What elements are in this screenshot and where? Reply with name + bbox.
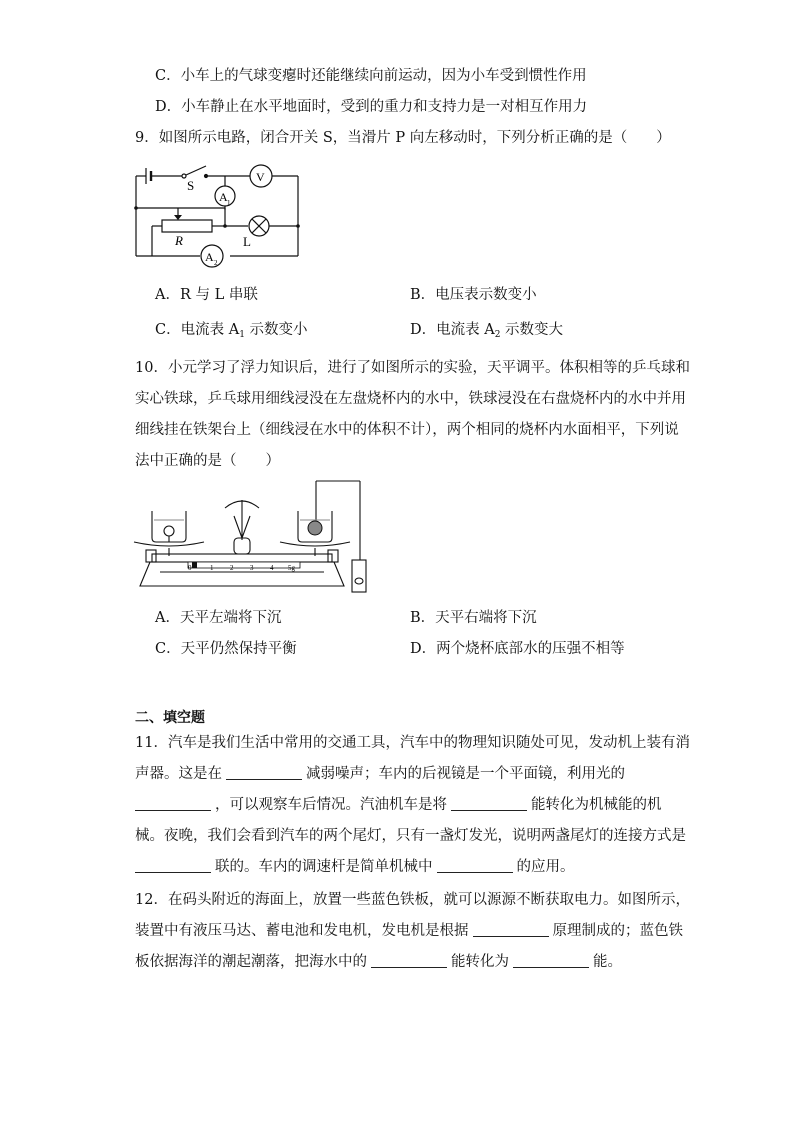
q9-stem: 9．如图所示电路，闭合开关 S，当滑片 P 向左移动时，下列分析正确的是（ ）: [135, 130, 671, 146]
q12-text: 原理制成的；蓝色铁: [552, 923, 683, 939]
q9-option-c-text: C．电流表 A: [155, 322, 240, 338]
q12-blank-3[interactable]: [513, 953, 589, 968]
q11-text: 能转化为机械能的机: [531, 797, 662, 813]
q10-stem-line-4: 法中正确的是（ ）: [135, 453, 280, 469]
q11-text: 联的。车内的调速杆是简单机械中: [215, 859, 433, 875]
q12-line-2: [135, 921, 683, 941]
q11-blank-2[interactable]: [135, 796, 211, 811]
q10-stem-line-3: 细线挂在铁架台上（细线浸在水中的体积不计），两个相同的烧杯内水面相平，下列说: [135, 422, 679, 438]
voltmeter-label: V: [256, 170, 265, 184]
q8-option-c: C．小车上的气球变瘪时还能继续向前运动，因为小车受到惯性作用: [155, 68, 587, 84]
q9-circuit-diagram: [130, 158, 305, 270]
q11-blank-5[interactable]: [437, 858, 513, 873]
scale-tick-1: 1: [210, 564, 214, 572]
q11-line-2: [135, 764, 625, 784]
scale-tick-4: 4: [270, 564, 274, 572]
rheostat-label: R: [175, 233, 183, 248]
q10-balance-diagram: [130, 478, 380, 598]
scale-tick-2: 2: [230, 564, 234, 572]
q10-option-d: D．两个烧杯底部水的压强不相等: [410, 641, 625, 657]
q11-line-4: 械。夜晚，我们会看到汽车的两个尾灯，只有一盏灯发光，说明两盏尾灯的连接方式是: [135, 828, 686, 844]
scale-tick-0: 0: [188, 564, 192, 572]
q10-option-a: A．天平左端将下沉: [155, 610, 282, 626]
ammeter-a1-sub: 1: [227, 199, 231, 207]
q11-line-1: 11．汽车是我们生活中常用的交通工具，汽车中的物理知识随处可见，发动机上装有消: [135, 735, 690, 751]
q11-text: 的应用。: [516, 859, 575, 875]
q11-blank-1[interactable]: [226, 765, 302, 780]
q12-text: 装置中有液压马达、蓄电池和发电机，发电机是根据: [135, 923, 469, 939]
q9-option-d-text: D．电流表 A: [410, 322, 495, 338]
q8-option-d: D．小车静止在水平地面时，受到的重力和支持力是一对相互作用力: [155, 99, 588, 115]
q12-line-3: [135, 952, 622, 972]
q11-blank-3[interactable]: [451, 796, 527, 811]
scale-tick-5g: 5g: [288, 564, 295, 572]
q11-blank-4[interactable]: [135, 858, 211, 873]
q10-option-b: B．天平右端将下沉: [410, 610, 537, 626]
ammeter-a2-sub: 2: [214, 259, 218, 267]
q9-option-b: B．电压表示数变小: [410, 287, 537, 303]
q9-option-c: [155, 320, 308, 345]
q10-stem-line-1: 10．小元学习了浮力知识后，进行了如图所示的实验，天平调平。体积相等的乒乓球和: [135, 360, 690, 376]
q12-text: 能转化为: [451, 954, 509, 970]
q12-blank-1[interactable]: [473, 922, 549, 937]
q12-line-1: 12．在码头附近的海面上，放置一些蓝色铁板，就可以源源不断获取电力。如图所示，: [135, 892, 690, 908]
q11-text: ，可以观察车后情况。汽油机车是将: [215, 797, 447, 813]
q11-text: 声器。这是在: [135, 766, 222, 782]
ammeter-a2-label: A: [205, 250, 214, 264]
q9-option-a: A．R 与 L 串联: [155, 287, 258, 303]
section-title: 二、填空题: [135, 710, 205, 726]
lamp-label: L: [243, 234, 251, 249]
q9-option-d: [410, 320, 563, 345]
ammeter-a1-label: A: [219, 190, 228, 204]
q9-option-d-sub: 2: [494, 330, 501, 340]
q9-option-c-sub: 1: [239, 330, 245, 340]
switch-label: S: [187, 178, 195, 193]
q9-option-c-tail: 示数变小: [244, 322, 308, 338]
q10-option-c: C．天平仍然保持平衡: [155, 641, 297, 657]
q12-blank-2[interactable]: [371, 953, 447, 968]
q11-line-3: [135, 795, 662, 815]
q12-text: 能。: [593, 954, 622, 970]
q11-text: 减弱噪声；车内的后视镜是一个平面镜，利用光的: [306, 766, 625, 782]
q12-text: 板依据海洋的潮起潮落，把海水中的: [135, 954, 367, 970]
q11-line-5: [135, 857, 575, 877]
q9-option-d-tail: 示数变大: [500, 322, 564, 338]
scale-tick-3: 3: [250, 564, 254, 572]
q10-stem-line-2: 实心铁球，乒乓球用细线浸没在左盘烧杯内的水中，铁球浸没在右盘烧杯内的水中并用: [135, 391, 686, 407]
